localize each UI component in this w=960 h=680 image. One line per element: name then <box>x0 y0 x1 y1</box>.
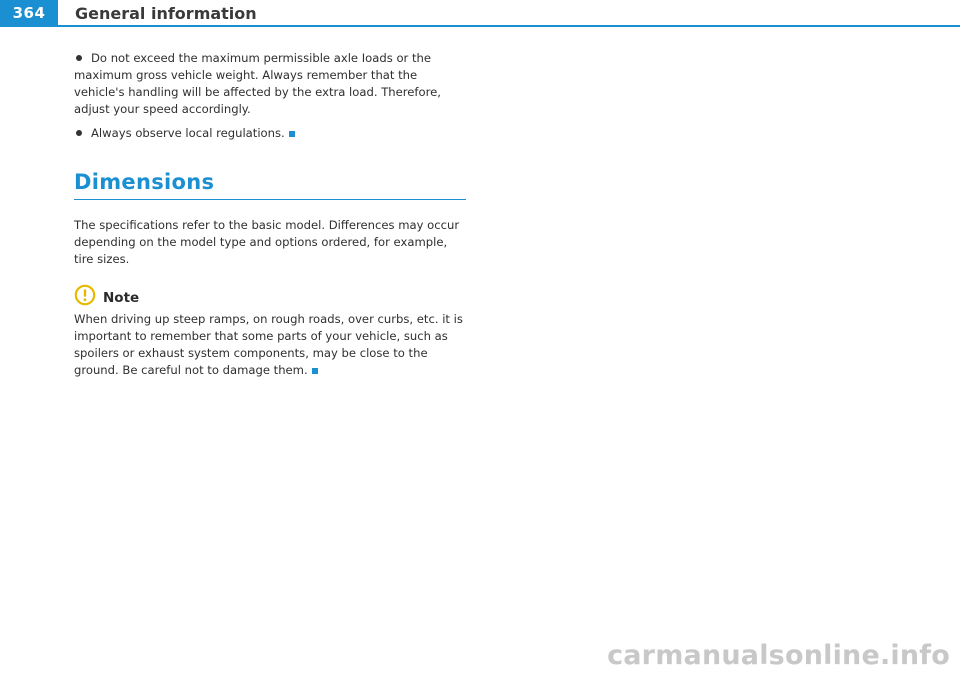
bullet-dot-icon <box>76 130 82 136</box>
note-header <box>74 282 466 308</box>
bullet-item-axle-loads <box>74 50 466 118</box>
dimensions-heading: Dimensions <box>74 170 215 194</box>
section-title: General information <box>75 4 257 23</box>
heading-rule <box>74 199 466 200</box>
bullet-item-local-regulations <box>74 125 466 142</box>
bullet-text: Always observe local regulations. <box>91 126 285 140</box>
dimensions-paragraph: The specifications refer to the basic model. Differences may occur depending on the model type and options ordered, for example, tire sizes. <box>74 218 460 266</box>
header-rule <box>58 25 960 27</box>
bullet-text: Do not exceed the maximum permissible axle Ioads or the maximum gross vehicle weight. Always remember that the vehicle's handling will be affected by the extra load. Therefore, adjust your speed accordingly. <box>74 51 441 116</box>
end-of-section-icon <box>312 368 318 374</box>
page-content <box>74 50 466 379</box>
page-header <box>0 0 960 30</box>
page-number: 364 <box>0 0 58 27</box>
note-label: Note <box>103 289 140 306</box>
end-of-section-icon <box>289 131 295 137</box>
note-body: When driving up steep ramps, on rough roads, over curbs, etc. it is important to remember that some parts of your vehicle, such as spoilers or exhaust system components, may be close to the ground. Be careful not to damage them. <box>74 312 463 377</box>
note-text <box>74 311 466 379</box>
exclamation-circle-icon <box>74 284 96 306</box>
bullet-dot-icon <box>76 55 82 61</box>
watermark-text: carmanualsonline.info <box>607 640 950 671</box>
